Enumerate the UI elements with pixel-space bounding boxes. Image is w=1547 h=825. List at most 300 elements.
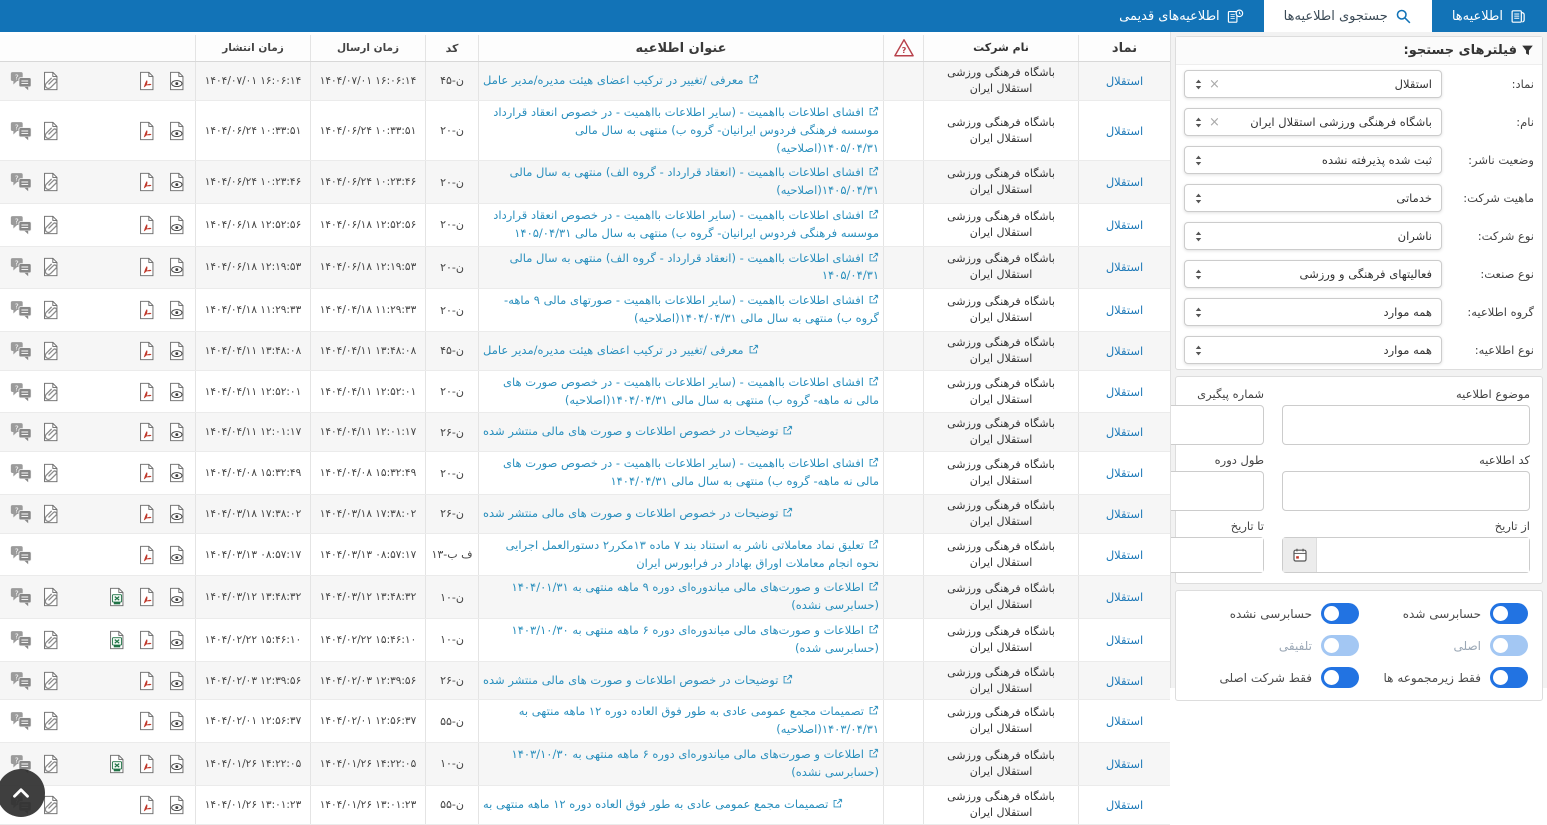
chat-message-icon[interactable] — [10, 669, 32, 693]
company-name: باشگاه فرهنگی ورزشی استقلال ایران — [923, 161, 1078, 203]
actions-cell — [0, 101, 195, 160]
pdf-download-icon[interactable] — [136, 213, 158, 237]
filter-select[interactable] — [1184, 184, 1442, 212]
subject-label: موضوع اطلاعیه — [1455, 387, 1530, 401]
search-icon — [1395, 8, 1412, 25]
actions-cell — [0, 62, 195, 100]
filter-funnel-icon — [1521, 44, 1534, 57]
sent-time-cell: ۱۴۰۴/۰۳/۱۲ ۱۳:۴۸:۳۲ — [310, 576, 425, 618]
toggles-grid — [1176, 591, 1542, 700]
filter-select[interactable] — [1184, 146, 1442, 174]
publish-time-cell: ۱۴۰۴/۰۴/۱۸ ۱۱:۲۹:۳۳ — [195, 289, 310, 331]
announcement-title-link[interactable]: افشای اطلاعات بااهمیت - (انعقاد قرارداد - گروه الف) منتهی به سال مالی ۱۴۰۵/۰۴/۳۱(اصلاحیه) — [509, 165, 879, 198]
filters-panel — [1175, 36, 1543, 370]
tab-strip — [1099, 0, 1547, 32]
symbol-link[interactable]: استقلال — [1105, 756, 1144, 771]
clear-filter-icon[interactable]: × — [1209, 76, 1220, 92]
external-link-icon — [868, 539, 879, 550]
sort-arrows-icon — [1194, 78, 1203, 91]
actions-cell — [0, 289, 195, 331]
external-link-icon — [782, 674, 793, 685]
symbol-link[interactable]: استقلال — [1105, 175, 1144, 190]
toggle-item[interactable] — [1190, 667, 1359, 688]
publish-time-cell: ۱۴۰۴/۰۲/۰۳ ۱۲:۳۹:۵۶ — [195, 662, 310, 700]
external-link-icon — [748, 344, 759, 355]
toggle-switch[interactable] — [1321, 635, 1359, 656]
warning-cell — [883, 786, 923, 824]
actions-cell — [0, 495, 195, 533]
pdf-download-icon[interactable] — [136, 170, 158, 194]
chat-message-icon[interactable] — [10, 255, 32, 279]
announcement-title-link[interactable]: افشای اطلاعات بااهمیت - (سایر اطلاعات بااهمیت - در خصوص انعقاد قرارداد موسسه فرهنگی فردوس ایرانیان- گروه ب) منتهی به سال مالی ۱۴۰۵/۰۴/۳۱(اصلاحیه) — [493, 104, 879, 155]
symbol-link[interactable]: استقلال — [1105, 217, 1144, 232]
toggle-item[interactable] — [1190, 603, 1359, 624]
attachment-icon[interactable] — [40, 585, 62, 609]
symbol-link[interactable]: استقلال — [1105, 260, 1144, 275]
header-company: نام شرکت — [923, 35, 1078, 61]
table-row — [0, 413, 1170, 452]
attachment-icon[interactable] — [40, 709, 62, 733]
top-navigation-bar — [0, 0, 1547, 32]
company-name: باشگاه فرهنگی ورزشی استقلال ایران — [923, 101, 1078, 160]
pdf-download-icon[interactable] — [136, 461, 158, 485]
table-body — [0, 62, 1170, 825]
filter-label: نوع صنعت: — [1480, 267, 1534, 281]
announcement-title-link[interactable]: معرفی /تغییر در ترکیب اعضای هیئت مدیره/مدیر عامل — [483, 72, 759, 90]
header-warning — [883, 35, 923, 61]
attachment-icon[interactable] — [40, 69, 62, 93]
view-announcement-icon[interactable] — [166, 420, 188, 444]
chat-message-icon[interactable] — [10, 420, 32, 444]
attachment-icon[interactable] — [40, 339, 62, 363]
pdf-download-icon[interactable] — [136, 502, 158, 526]
toggle-item[interactable] — [1359, 667, 1528, 688]
toggle-switch[interactable] — [1490, 667, 1528, 688]
table-row — [0, 332, 1170, 371]
toggle-label: حسابرسی نشده — [1229, 606, 1312, 621]
company-name: باشگاه فرهنگی ورزشی استقلال ایران — [923, 247, 1078, 289]
chat-message-icon[interactable] — [10, 543, 32, 567]
code-cell: ن-۲۰ — [425, 289, 478, 331]
external-link-icon — [748, 74, 759, 85]
book-icon — [1510, 8, 1527, 25]
toggle-label: فقط شرکت اصلی — [1219, 670, 1312, 685]
filter-row — [1176, 217, 1542, 255]
to-date-label: تا تاریخ — [1230, 519, 1264, 533]
symbol-link[interactable]: استقلال — [1105, 506, 1144, 521]
pdf-download-icon[interactable] — [136, 752, 158, 776]
filter-label: ماهیت شرکت: — [1463, 191, 1534, 205]
symbol-link[interactable]: استقلال — [1105, 425, 1144, 440]
pdf-download-icon[interactable] — [136, 420, 158, 444]
filter-select[interactable] — [1184, 70, 1442, 98]
table-row — [0, 662, 1170, 701]
pdf-download-icon[interactable] — [136, 119, 158, 143]
from-date-calendar-button[interactable] — [1283, 538, 1317, 572]
sent-time-cell: ۱۴۰۴/۰۳/۱۳ ۰۸:۵۷:۱۷ — [310, 534, 425, 576]
view-announcement-icon[interactable] — [166, 119, 188, 143]
header-actions — [0, 35, 195, 61]
sent-time-cell: ۱۴۰۴/۰۲/۰۳ ۱۲:۳۹:۵۶ — [310, 662, 425, 700]
announcement-title-link[interactable]: توضیحات در خصوص اطلاعات و صورت های مالی منتشر شده — [483, 423, 793, 441]
external-link-icon — [782, 425, 793, 436]
actions-cell — [0, 204, 195, 246]
code-cell: ن-۲۶ — [425, 662, 478, 700]
pdf-download-icon[interactable] — [136, 669, 158, 693]
view-announcement-icon[interactable] — [166, 69, 188, 93]
attachment-icon[interactable] — [40, 502, 62, 526]
symbol-link[interactable]: استقلال — [1105, 632, 1144, 647]
attachment-icon[interactable] — [40, 170, 62, 194]
attachment-icon[interactable] — [40, 119, 62, 143]
symbol-link[interactable]: استقلال — [1105, 123, 1144, 138]
symbol-link[interactable]: استقلال — [1105, 714, 1144, 729]
filter-label: نوع شرکت: — [1477, 229, 1534, 243]
table-row — [0, 743, 1170, 786]
announcement-title-link[interactable]: تصمیمات مجمع عمومی عادی به طور فوق العاده دوره ۱۲ ماهه منتهی به ۱۴۰۳/۰۴/۳۱(اصلاحیه) — [518, 704, 879, 737]
view-announcement-icon[interactable] — [166, 461, 188, 485]
toggle-item[interactable] — [1190, 635, 1359, 656]
table-row — [0, 62, 1170, 101]
warning-cell — [883, 247, 923, 289]
filter-select[interactable] — [1184, 222, 1442, 250]
chat-message-icon[interactable] — [10, 213, 32, 237]
toggle-item[interactable] — [1359, 603, 1528, 624]
code-cell: ن-۱۰ — [425, 576, 478, 618]
sort-arrows-icon — [1194, 306, 1203, 319]
pdf-download-icon[interactable] — [136, 543, 158, 567]
publish-time-cell: ۱۴۰۴/۰۳/۱۸ ۱۷:۳۸:۰۲ — [195, 495, 310, 533]
external-link-icon — [868, 252, 879, 263]
pdf-download-icon[interactable] — [136, 298, 158, 322]
pdf-download-icon[interactable] — [136, 628, 158, 652]
company-name: باشگاه فرهنگی ورزشی استقلال ایران — [923, 576, 1078, 618]
announcement-title-link[interactable]: افشای اطلاعات بااهمیت - (انعقاد قرارداد - گروه الف) منتهی به سال مالی ۱۴۰۵/۰۴/۳۱ — [509, 250, 879, 283]
filters-title-text: فیلترهای جستجو: — [1403, 43, 1517, 58]
publish-time-cell: ۱۴۰۴/۰۷/۰۱ ۱۶:۰۶:۱۴ — [195, 62, 310, 100]
filter-select[interactable] — [1184, 108, 1442, 136]
company-name: باشگاه فرهنگی ورزشی استقلال ایران — [923, 700, 1078, 742]
view-announcement-icon[interactable] — [166, 213, 188, 237]
code-cell: ن-۲۰ — [425, 161, 478, 203]
code-cell: ف ب-۱۳ — [425, 534, 478, 576]
view-announcement-icon[interactable] — [166, 709, 188, 733]
chat-message-icon[interactable] — [10, 69, 32, 93]
announcement-title-link[interactable]: اطلاعات و صورت‌های مالی میاندوره‌ای دوره ۹ ماهه منتهی به ۱۴۰۴/۰۱/۳۱ (حسابرسی نشده) — [511, 580, 879, 613]
chat-message-icon[interactable] — [10, 339, 32, 363]
chat-message-icon[interactable] — [10, 119, 32, 143]
warning-cell — [883, 743, 923, 785]
from-date-input[interactable] — [1317, 538, 1529, 572]
code-cell: ن-۱۰ — [425, 743, 478, 785]
chat-message-icon[interactable] — [10, 585, 32, 609]
symbol-link[interactable]: استقلال — [1105, 547, 1144, 562]
company-name: باشگاه فرهنگی ورزشی استقلال ایران — [923, 452, 1078, 494]
filter-row — [1176, 65, 1542, 103]
filter-value: همه موارد — [1383, 343, 1432, 357]
attachment-icon[interactable] — [40, 380, 62, 404]
table-row — [0, 576, 1170, 619]
sort-arrows-icon — [1194, 344, 1203, 357]
company-name: باشگاه فرهنگی ورزشی استقلال ایران — [923, 534, 1078, 576]
symbol-link[interactable]: استقلال — [1105, 303, 1144, 317]
search-filters-sidebar — [1171, 32, 1547, 688]
view-announcement-icon[interactable] — [166, 380, 188, 404]
table-row — [0, 700, 1170, 743]
calendar-icon — [1292, 547, 1308, 563]
symbol-link[interactable]: استقلال — [1105, 384, 1144, 399]
excel-download-icon[interactable] — [106, 752, 128, 776]
publish-time-cell: ۱۴۰۴/۰۴/۰۸ ۱۵:۳۲:۴۹ — [195, 452, 310, 494]
announcement-title-link[interactable]: افشای اطلاعات بااهمیت - (سایر اطلاعات بااهمیت - در خصوص صورت های مالی نه ماهه- گروه ب) منتهی به سال مالی ۱۴۰۴/۰۴/۳۱(اصلاحیه) — [503, 374, 879, 407]
warning-cell — [883, 619, 923, 661]
sort-arrows-icon — [1194, 268, 1203, 281]
company-name: باشگاه فرهنگی ورزشی استقلال ایران — [923, 495, 1078, 533]
filter-label: گروه اطلاعیه: — [1467, 305, 1534, 319]
external-link-icon — [868, 457, 879, 468]
actions-cell — [0, 413, 195, 451]
announcement-title-link[interactable]: اطلاعات و صورت‌های مالی میاندوره‌ای دوره ۶ ماهه منتهی به ۱۴۰۳/۱۰/۳۰ (حسابرسی نشده) — [511, 747, 879, 779]
filter-select[interactable] — [1184, 336, 1442, 364]
table-row — [0, 101, 1170, 161]
publish-time-cell: ۱۴۰۴/۰۱/۲۶ ۱۴:۲۲:۰۵ — [195, 743, 310, 785]
symbol-link[interactable]: استقلال — [1105, 797, 1144, 812]
filter-label: نام: — [1516, 115, 1534, 129]
announcement-title-link[interactable]: معرفی /تغییر در ترکیب اعضای هیئت مدیره/مدیر عامل — [483, 342, 759, 360]
table-row — [0, 786, 1170, 825]
filter-select[interactable] — [1184, 260, 1442, 288]
filters-panel-title — [1176, 37, 1542, 65]
chat-message-icon[interactable] — [10, 709, 32, 733]
actions-cell — [0, 332, 195, 370]
filter-row — [1176, 293, 1542, 331]
filter-label: نماد: — [1511, 77, 1534, 91]
chevron-up-icon — [8, 780, 34, 806]
actions-cell — [0, 619, 195, 661]
excel-download-icon[interactable] — [106, 628, 128, 652]
tab-announcements[interactable]: اطلاعیه‌ها — [1432, 0, 1547, 32]
chat-message-icon[interactable] — [10, 461, 32, 485]
sent-time-cell: ۱۴۰۴/۰۴/۱۱ ۱۲:۰۱:۱۷ — [310, 413, 425, 451]
pdf-download-icon[interactable] — [136, 69, 158, 93]
code-cell: ن-۵۵ — [425, 700, 478, 742]
pdf-download-icon[interactable] — [136, 793, 158, 817]
attachment-icon[interactable] — [40, 298, 62, 322]
header-sent-time: زمان ارسال — [310, 35, 425, 61]
filter-row — [1176, 331, 1542, 369]
filter-label: وضعیت ناشر: — [1468, 153, 1534, 167]
old-icon — [1227, 8, 1244, 25]
view-announcement-icon[interactable] — [166, 669, 188, 693]
chat-message-icon[interactable] — [10, 380, 32, 404]
pdf-download-icon[interactable] — [136, 255, 158, 279]
warning-triangle-icon — [893, 38, 915, 58]
publish-time-cell: ۱۴۰۴/۰۶/۲۴ ۱۰:۲۳:۴۶ — [195, 161, 310, 203]
pdf-download-icon[interactable] — [136, 339, 158, 363]
filter-row — [1176, 179, 1542, 217]
warning-cell — [883, 101, 923, 160]
pdf-download-icon[interactable] — [136, 585, 158, 609]
secondary-filters-panel — [1175, 376, 1543, 584]
view-announcement-icon[interactable] — [166, 502, 188, 526]
announcement-code-input[interactable] — [1282, 471, 1530, 511]
code-cell: ن-۵۵ — [425, 786, 478, 824]
symbol-link[interactable]: استقلال — [1105, 73, 1144, 88]
announcements-table — [0, 32, 1171, 819]
chat-message-icon[interactable] — [10, 628, 32, 652]
warning-cell — [883, 452, 923, 494]
sort-arrows-icon — [1194, 116, 1203, 129]
attachment-icon[interactable] — [40, 669, 62, 693]
actions-cell — [0, 371, 195, 413]
table-row — [0, 204, 1170, 247]
sent-time-cell: ۱۴۰۴/۰۴/۱۱ ۱۳:۴۸:۰۸ — [310, 332, 425, 370]
code-cell: ن-۴۵ — [425, 62, 478, 100]
announcement-title-link[interactable]: تعلیق نماد معاملاتی ناشر به استناد بند ۷ ماده ۱۳مکرر۲ دستورالعمل اجرایی نحوه انجام معاملات اوراق بهادار در فرابورس ایران — [505, 537, 879, 570]
sent-time-cell: ۱۴۰۴/۰۶/۱۸ ۱۲:۱۹:۵۳ — [310, 247, 425, 289]
tab-old-announcements[interactable]: اطلاعیه‌های قدیمی — [1099, 0, 1264, 32]
symbol-link[interactable]: استقلال — [1105, 466, 1144, 480]
view-announcement-icon[interactable] — [166, 298, 188, 322]
announcement-title-link[interactable]: توضیحات در خصوص اطلاعات و صورت های مالی منتشر شده — [483, 505, 793, 523]
external-link-icon — [868, 705, 879, 716]
external-link-icon — [868, 748, 879, 759]
sent-time-cell: ۱۴۰۴/۰۲/۰۱ ۱۲:۵۶:۳۷ — [310, 700, 425, 742]
toggle-switch[interactable] — [1321, 603, 1359, 624]
attachment-icon[interactable] — [40, 461, 62, 485]
clear-filter-icon[interactable]: × — [1209, 114, 1220, 130]
code-cell: ن-۲۶ — [425, 413, 478, 451]
attachment-icon[interactable] — [40, 213, 62, 237]
sent-time-cell: ۱۴۰۴/۰۴/۱۸ ۱۱:۲۹:۳۳ — [310, 289, 425, 331]
code-cell: ن-۲۶ — [425, 495, 478, 533]
toggle-switch[interactable] — [1321, 667, 1359, 688]
view-announcement-icon[interactable] — [166, 628, 188, 652]
warning-cell — [883, 289, 923, 331]
attachment-icon[interactable] — [40, 255, 62, 279]
symbol-link[interactable]: استقلال — [1105, 590, 1144, 605]
header-symbol: نماد — [1078, 35, 1170, 61]
toggle-label: فقط زیرمجموعه ها — [1383, 670, 1481, 685]
from-date-label: از تاریخ — [1494, 519, 1530, 533]
external-link-icon — [868, 624, 879, 635]
external-link-icon — [868, 376, 879, 387]
subject-input[interactable] — [1282, 405, 1530, 445]
header-title: عنوان اطلاعیه — [478, 35, 883, 61]
code-cell: ن-۴۵ — [425, 332, 478, 370]
view-announcement-icon[interactable] — [166, 793, 188, 817]
view-announcement-icon[interactable] — [166, 543, 188, 567]
view-announcement-icon[interactable] — [166, 255, 188, 279]
table-row — [0, 534, 1170, 577]
announcement-title-link[interactable]: افشای اطلاعات بااهمیت - (سایر اطلاعات بااهمیت - صورتهای مالی ۹ ماهه- گروه ب) منتهی به سال مالی ۱۴۰۴/۰۴/۳۱(اصلاحیه) — [504, 293, 879, 325]
announcement-title-link[interactable]: تصمیمات مجمع عمومی عادی به طور فوق العاده دوره ۱۲ ماهه منتهی به — [483, 796, 843, 814]
external-link-icon — [868, 166, 879, 177]
company-name: باشگاه فرهنگی ورزشی استقلال ایران — [923, 619, 1078, 661]
sent-time-cell: ۱۴۰۴/۰۷/۰۱ ۱۶:۰۶:۱۴ — [310, 62, 425, 100]
publish-time-cell: ۱۴۰۴/۰۲/۲۲ ۱۵:۴۶:۱۰ — [195, 619, 310, 661]
tab-search-announcements[interactable]: جستجوی اطلاعیه‌ها — [1264, 0, 1432, 32]
view-announcement-icon[interactable] — [166, 339, 188, 363]
toggle-switch[interactable] — [1490, 635, 1528, 656]
sent-time-cell: ۱۴۰۴/۰۳/۱۸ ۱۷:۳۸:۰۲ — [310, 495, 425, 533]
actions-cell — [0, 576, 195, 618]
view-announcement-icon[interactable] — [166, 752, 188, 776]
filter-label: نوع اطلاعیه: — [1474, 343, 1534, 357]
toggle-switch[interactable] — [1490, 603, 1528, 624]
filter-value: فعالیتهای فرهنگی و ورزشی — [1299, 267, 1432, 281]
warning-cell — [883, 700, 923, 742]
company-name: باشگاه فرهنگی ورزشی استقلال ایران — [923, 62, 1078, 100]
attachment-icon[interactable] — [40, 752, 62, 776]
excel-download-icon[interactable] — [106, 585, 128, 609]
announcement-title-link[interactable]: توضیحات در خصوص اطلاعات و صورت های مالی منتشر شده — [483, 672, 793, 690]
announcement-code-label: کد اطلاعیه — [1479, 453, 1530, 467]
table-row — [0, 371, 1170, 414]
from-date-field — [1282, 537, 1530, 573]
toggle-item[interactable] — [1359, 635, 1528, 656]
external-link-icon — [868, 209, 879, 220]
filter-row — [1176, 141, 1542, 179]
external-link-icon — [782, 507, 793, 518]
company-name: باشگاه فرهنگی ورزشی استقلال ایران — [923, 786, 1078, 824]
view-announcement-icon[interactable] — [166, 585, 188, 609]
external-link-icon — [832, 798, 843, 809]
chat-message-icon[interactable] — [10, 298, 32, 322]
sent-time-cell: ۱۴۰۴/۰۱/۲۶ ۱۴:۲۲:۰۵ — [310, 743, 425, 785]
warning-cell — [883, 576, 923, 618]
actions-cell — [0, 662, 195, 700]
filter-value: استقلال — [1394, 77, 1432, 91]
attachment-icon[interactable] — [40, 420, 62, 444]
view-announcement-icon[interactable] — [166, 170, 188, 194]
company-name: باشگاه فرهنگی ورزشی استقلال ایران — [923, 743, 1078, 785]
attachment-icon[interactable] — [40, 628, 62, 652]
actions-cell — [0, 161, 195, 203]
filter-select[interactable] — [1184, 298, 1442, 326]
tracking-number-label: شماره پیگیری — [1197, 387, 1264, 401]
symbol-link[interactable]: استقلال — [1105, 673, 1144, 688]
announcement-title-link[interactable]: افشای اطلاعات بااهمیت - (سایر اطلاعات بااهمیت - در خصوص انعقاد قرارداد موسسه فرهنگی فردوس ایرانیان- گروه ب) منتهی به سال مالی ۱۴۰۵/۰۴/۳۱ — [493, 207, 879, 240]
warning-cell — [883, 534, 923, 576]
sent-time-cell: ۱۴۰۴/۰۲/۲۲ ۱۵:۴۶:۱۰ — [310, 619, 425, 661]
announcement-title-link[interactable]: افشای اطلاعات بااهمیت - (سایر اطلاعات بااهمیت - در خصوص صورت های مالی نه ماهه- گروه ب) منتهی به سال مالی ۱۴۰۴/۰۴/۳۱ — [503, 456, 879, 488]
filter-row — [1176, 103, 1542, 141]
filter-row — [1176, 255, 1542, 293]
announcement-title-link[interactable]: اطلاعات و صورت‌های مالی میاندوره‌ای دوره ۶ ماهه منتهی به ۱۴۰۳/۱۰/۳۰ (حسابرسی شده) — [511, 622, 879, 655]
external-link-icon — [868, 294, 879, 305]
filter-value: باشگاه فرهنگی ورزشی استقلال ایران — [1250, 115, 1432, 129]
code-cell: ن-۲۰ — [425, 452, 478, 494]
filter-value: همه موارد — [1383, 305, 1432, 319]
chat-message-icon[interactable] — [10, 502, 32, 526]
external-link-icon — [868, 581, 879, 592]
table-row — [0, 452, 1170, 495]
warning-cell — [883, 495, 923, 533]
chat-message-icon[interactable] — [10, 170, 32, 194]
code-cell: ن-۲۰ — [425, 247, 478, 289]
sent-time-cell: ۱۴۰۴/۰۶/۲۴ ۱۰:۳۳:۵۱ — [310, 101, 425, 160]
actions-cell — [0, 247, 195, 289]
code-cell: ن-۲۰ — [425, 101, 478, 160]
pdf-download-icon[interactable] — [136, 380, 158, 404]
sent-time-cell: ۱۴۰۴/۰۱/۲۶ ۱۳:۰۱:۲۳ — [310, 786, 425, 824]
pdf-download-icon[interactable] — [136, 709, 158, 733]
actions-cell — [0, 534, 195, 576]
table-row — [0, 247, 1170, 290]
symbol-link[interactable]: استقلال — [1105, 343, 1144, 358]
filter-value: ناشران — [1397, 229, 1432, 243]
